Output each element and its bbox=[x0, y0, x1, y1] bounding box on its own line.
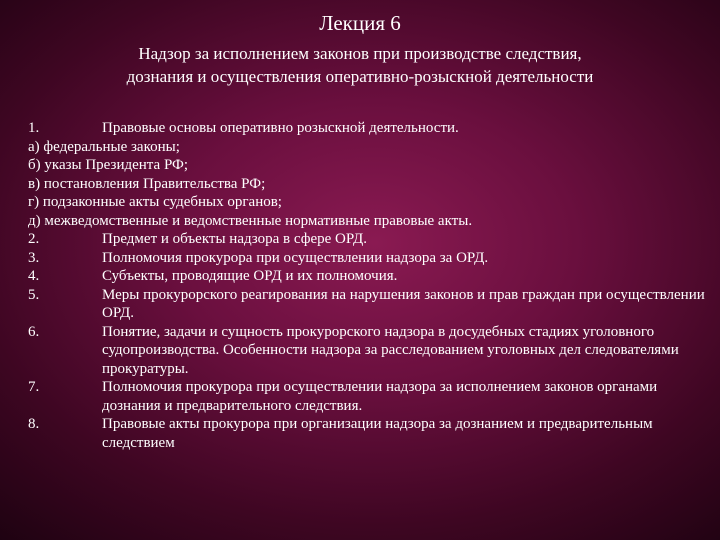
item-number: 3. bbox=[28, 249, 40, 266]
item-number: 5. bbox=[28, 286, 40, 303]
slide-subtitle bbox=[60, 42, 660, 88]
list-item bbox=[28, 267, 708, 286]
item-number: 8. bbox=[28, 416, 40, 432]
item-text: Правовые акты прокурора при организации надзора за дознанием и предварительным следствием bbox=[102, 416, 653, 451]
item-text: Предмет и объекты надзора в сфере ОРД. bbox=[102, 231, 368, 247]
sub-item: б) указы Президента РФ; bbox=[28, 157, 189, 173]
item-number: 2. bbox=[28, 231, 40, 247]
subtitle-line-2: дознания и осуществления оперативно-розыскной деятельности bbox=[126, 67, 594, 86]
sub-item: г) подзаконные акты судебных органов; bbox=[28, 194, 282, 210]
list-item bbox=[28, 249, 708, 268]
item-text: Меры прокурорского реагирования на нарушения законов и прав граждан при осуществлении ОРД. bbox=[102, 286, 705, 321]
item-number: 4. bbox=[28, 268, 40, 284]
item-text: Полномочия прокурора при осуществлении надзора за исполнением законов органами дознания и предварительного следствия. bbox=[102, 379, 658, 414]
item-text: Понятие, задачи и сущность прокурорского надзора в досудебных стадиях уголовного судопроизводства. Особенности надзора за расследованием уголовных дел следователями прокуратуры. bbox=[102, 323, 679, 377]
sub-item: д) межведомственные и ведомственные нормативные правовые акты. bbox=[28, 212, 473, 229]
item-number: 6. bbox=[28, 323, 40, 340]
topic-list bbox=[28, 119, 708, 452]
item-text: Полномочия прокурора при осуществлении надзора за ОРД. bbox=[102, 249, 489, 266]
item-number: 7. bbox=[28, 379, 40, 395]
list-item bbox=[28, 378, 708, 415]
subtitle-line-1: Надзор за исполнением законов при производстве следствия, bbox=[138, 44, 582, 63]
sub-item: а) федеральные законы; bbox=[28, 138, 180, 155]
list-item bbox=[28, 230, 708, 249]
item-text: Правовые основы оперативно розыскной деятельности. bbox=[102, 120, 459, 136]
list-item bbox=[28, 286, 708, 323]
list-item bbox=[28, 415, 708, 452]
item-number: 1. bbox=[28, 120, 40, 136]
list-item bbox=[28, 119, 708, 138]
item-text: Субъекты, проводящие ОРД и их полномочия. bbox=[102, 268, 398, 284]
list-item bbox=[28, 323, 708, 379]
sub-item: в) постановления Правительства РФ; bbox=[28, 175, 266, 192]
slide-title: Лекция 6 bbox=[319, 11, 401, 35]
